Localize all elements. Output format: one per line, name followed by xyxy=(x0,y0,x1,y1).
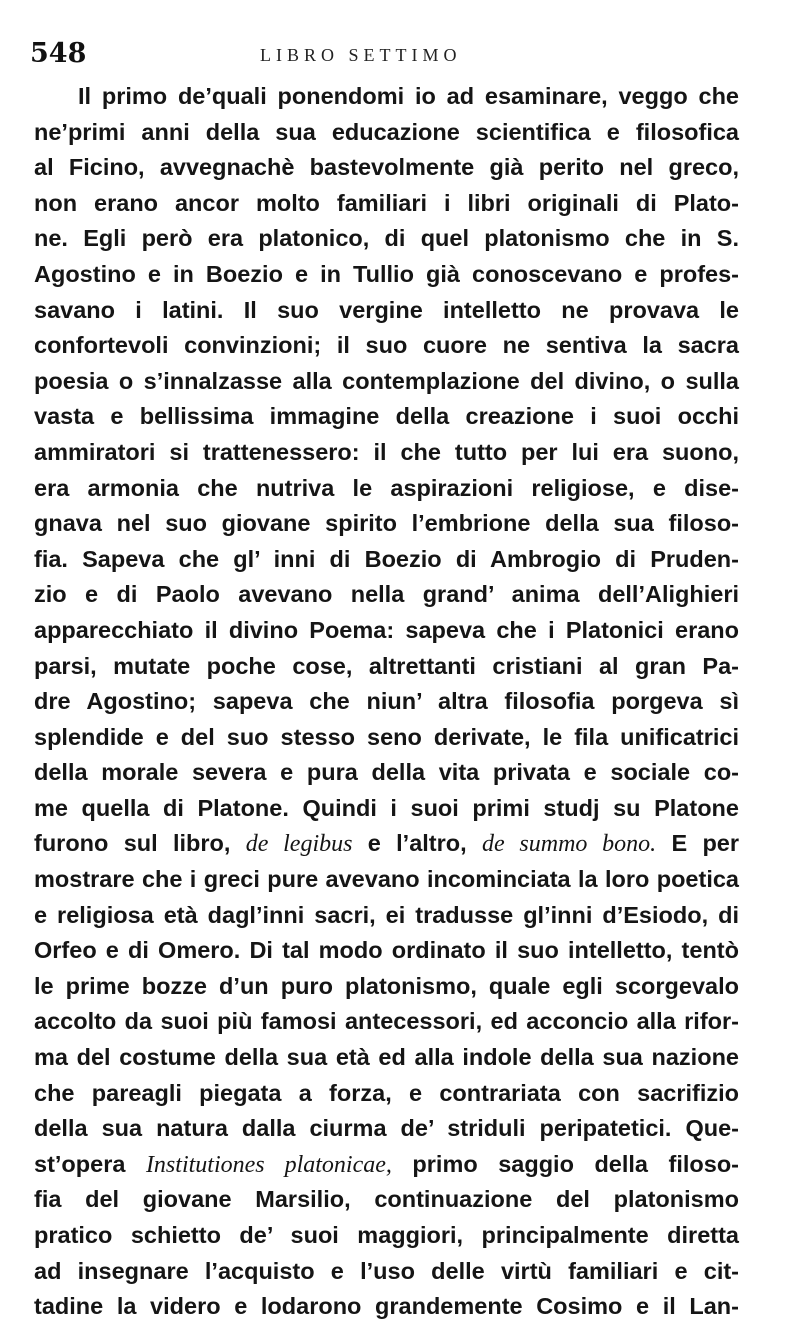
text-line xyxy=(34,1254,739,1290)
text-line xyxy=(34,506,739,542)
line-text: ammiratori si trattenessero: il che tutto per lui era suono, xyxy=(34,438,739,465)
text-line xyxy=(34,613,739,649)
text-line xyxy=(34,399,739,435)
text-line xyxy=(34,1147,739,1183)
line-text: Il primo de’quali ponendomi io ad esaminare, veggo che xyxy=(78,83,739,109)
line-text: tadine la videro e lodarono grandemente Cosimo e il Lan- xyxy=(34,1293,739,1320)
text-line xyxy=(34,293,739,329)
line-text: parsi, mutate poche cose, altrettanti cristiani al gran Pa- xyxy=(34,652,739,679)
text-line xyxy=(34,826,739,862)
line-text: dre Agostino; sapeva che niun’ altra filosofia porgeva sì xyxy=(34,688,739,715)
running-title: LIBRO SETTIMO xyxy=(260,45,462,65)
line-text: mostrare che i greci pure avevano incominciata la loro poetica xyxy=(34,866,739,893)
text-line xyxy=(34,115,739,151)
line-text: vasta e bellissima immagine della creazione i suoi occhi xyxy=(34,403,739,430)
italic-title: de legibus xyxy=(245,831,353,858)
text-line xyxy=(34,435,739,471)
line-text: accolto da suoi più famosi antecessori, ed acconcio alla rifor- xyxy=(34,1008,739,1035)
line-text: era armonia che nutriva le aspirazioni religiose, e dise- xyxy=(34,474,739,501)
line-text: E per xyxy=(656,830,740,857)
line-text: ne. Egli però era platonico, di quel platonismo che in S. xyxy=(34,225,739,252)
line-text: ad insegnare l’acquisto e l’uso delle virtù familiari e cit- xyxy=(34,1257,739,1284)
text-line xyxy=(34,1182,739,1218)
line-text: le prime bozze d’un puro platonismo, quale egli scorgevalo xyxy=(34,972,739,999)
line-text: e l’altro, xyxy=(352,830,482,857)
line-text: splendide e del suo stesso seno derivate, le fila unificatrici xyxy=(34,723,739,750)
text-line xyxy=(34,471,739,507)
text-line xyxy=(34,1218,739,1254)
text-line xyxy=(34,186,739,222)
line-text: fia del giovane Marsilio, continuazione del platonismo xyxy=(34,1186,739,1213)
text-line xyxy=(34,1040,739,1076)
line-text: apparecchiato il divino Poema: sapeva che i Platonici erano xyxy=(34,616,739,643)
line-text: al Ficino, avvegnachè bastevolmente già perito nel greco, xyxy=(34,154,739,181)
line-text: confortevoli convinzioni; il suo cuore ne sentiva la sacra xyxy=(34,332,739,359)
text-line xyxy=(34,79,739,115)
line-text: me quella di Platone. Quindi i suoi primi studj su Platone xyxy=(34,794,739,821)
text-line xyxy=(34,221,739,257)
line-text: zio e di Paolo avevano nella grand’ anima dell’Alighieri xyxy=(34,581,739,608)
line-text: Orfeo e di Omero. Di tal modo ordinato il suo intelletto, tentò xyxy=(34,937,739,964)
line-text: furono sul libro, xyxy=(34,830,246,857)
text-line xyxy=(34,328,739,364)
text-line xyxy=(34,1111,739,1147)
page-number: 548 xyxy=(30,38,87,69)
italic-title: de summo bono. xyxy=(481,831,657,858)
line-text: della sua natura dalla ciurma de’ striduli peripatetici. Que- xyxy=(34,1115,739,1142)
line-text: fia. Sapeva che gl’ inni di Boezio di Ambrogio di Pruden- xyxy=(34,545,739,572)
line-text: savano i latini. Il suo vergine intelletto ne provava le xyxy=(34,296,739,323)
text-line xyxy=(34,542,739,578)
line-text: che pareagli piegata a forza, e contrariata con sacrifizio xyxy=(34,1079,739,1106)
text-line xyxy=(34,649,739,685)
text-line xyxy=(34,1076,739,1112)
line-text: Agostino e in Boezio e in Tullio già conoscevano e profes- xyxy=(34,260,739,287)
text-line xyxy=(34,364,739,400)
text-line xyxy=(34,257,739,293)
text-line xyxy=(34,720,739,756)
body-paragraph xyxy=(34,79,739,1325)
text-line xyxy=(34,150,739,186)
italic-title: Institutiones platonicae, xyxy=(145,1151,392,1178)
line-text: ma del costume della sua età ed alla indole della sua nazione xyxy=(34,1044,739,1071)
text-line xyxy=(34,577,739,613)
text-line xyxy=(34,1289,739,1325)
line-text: st’opera xyxy=(34,1150,146,1177)
text-line xyxy=(34,755,739,791)
text-line xyxy=(34,791,739,827)
line-text: gnava nel suo giovane spirito l’embrione della sua filoso- xyxy=(34,510,739,537)
line-text: poesia o s’innalzasse alla contemplazione del divino, o sulla xyxy=(34,367,739,394)
line-text: pratico schietto de’ suoi maggiori, principalmente diretta xyxy=(34,1222,739,1248)
text-line xyxy=(34,1004,739,1040)
text-line xyxy=(34,933,739,969)
line-text: della morale severa e pura della vita privata e sociale co- xyxy=(34,759,739,786)
text-line xyxy=(34,969,739,1005)
text-line xyxy=(34,684,739,720)
text-line xyxy=(34,898,739,934)
line-text: non erano ancor molto familiari i libri originali di Plato- xyxy=(34,189,739,216)
line-text: ne’primi anni della sua educazione scientifica e filosofica xyxy=(34,118,739,145)
line-text: e religiosa età dagl’inni sacri, ei tradusse gl’inni d’Esiodo, di xyxy=(34,901,739,928)
text-line xyxy=(34,862,739,898)
line-text: primo saggio della filoso- xyxy=(391,1150,740,1177)
page-header xyxy=(30,38,750,72)
